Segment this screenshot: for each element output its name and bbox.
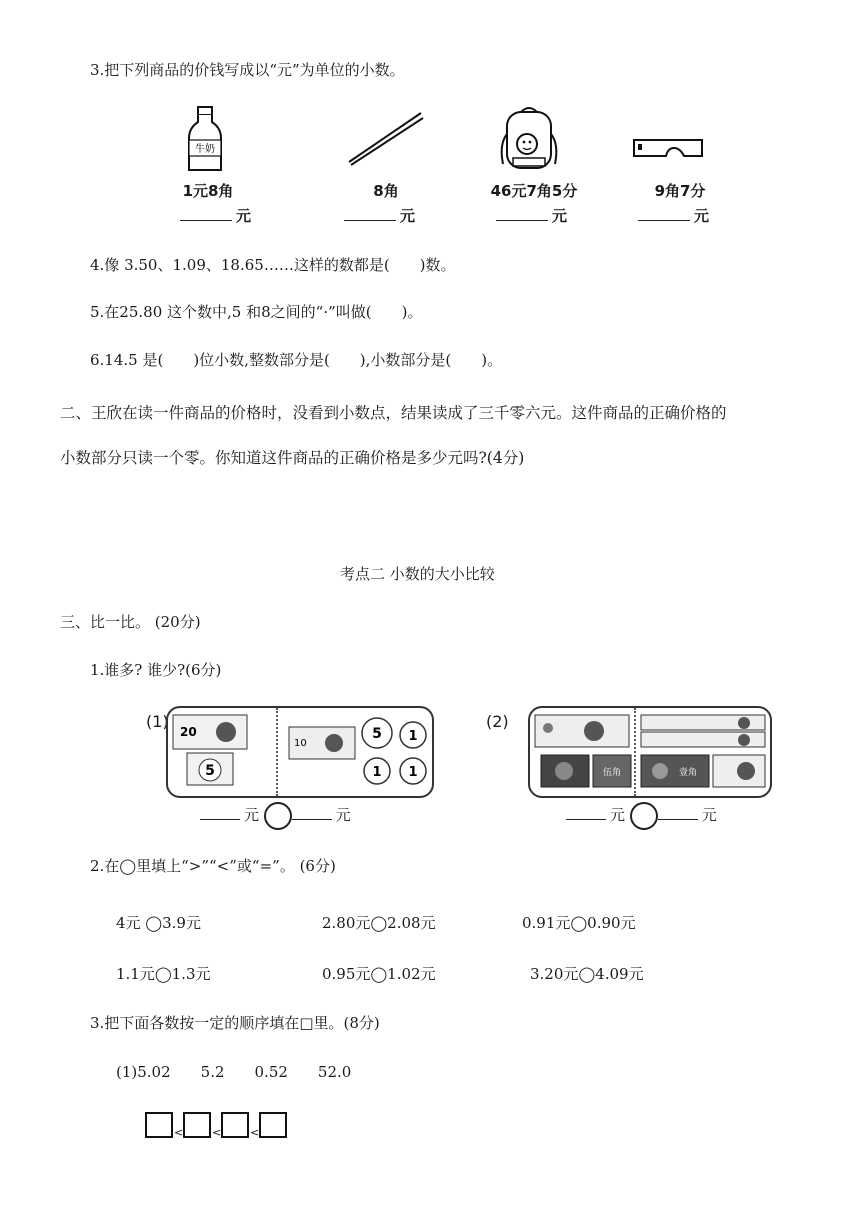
chopsticks-icon (345, 110, 425, 166)
coin-1-value: 1 (408, 729, 418, 744)
bottle-label: 牛奶 (195, 144, 215, 155)
s3-q3-title: 3.把下面各数按一定的顺序填在□里。(8分) (90, 1014, 380, 1032)
q5-text: 5.在25.80 这个数中,5 和8之间的“·”叫做( )。 (90, 303, 423, 321)
coin-icon (398, 720, 428, 750)
answer-box[interactable] (259, 1112, 287, 1138)
compare-circle[interactable] (264, 802, 292, 830)
coin-icon (362, 756, 392, 786)
answer-chopsticks[interactable]: 元 (344, 204, 415, 226)
price-backpack: 46元7角5分 (490, 182, 578, 200)
banknote-icon (534, 714, 630, 748)
compare-item[interactable]: 2.80元◯2.08元 (322, 914, 436, 932)
q3-title: 3.把下列商品的价钱写成以“元”为单位的小数。 (90, 61, 405, 79)
s3-q2-title: 2.在◯里填上“>”“<”或“=”。 (6分) (90, 857, 336, 875)
coin-icon (360, 716, 394, 750)
note-wujiao: 伍角 (602, 768, 622, 778)
coin-icon (398, 756, 428, 786)
banknote-10-icon (288, 726, 356, 760)
backpack-icon (497, 104, 561, 172)
answer-blank (180, 204, 232, 221)
note-yijiao: 壹角 (678, 768, 698, 778)
coin-5-value: 5 (372, 726, 382, 742)
less-than-sign: < (212, 1126, 222, 1139)
s3-q3-numbers: (1)5.02 5.2 0.52 52.0 (116, 1063, 352, 1081)
answer-blank (496, 204, 548, 221)
coin-1-value: 1 (372, 765, 382, 780)
answer-ruler[interactable]: 元 (638, 204, 709, 226)
section2-line2: 小数部分只读一个零。你知道这件商品的正确价格是多少元吗?(4分) (60, 449, 525, 467)
price-ruler: 9角7分 (654, 182, 706, 200)
panel-divider (634, 708, 636, 796)
banknote-icon (712, 754, 766, 788)
banknote-icon (640, 754, 710, 788)
answer-blank (344, 204, 396, 221)
q4-text: 4.像 3.50、1.09、18.65……这样的数都是( )数。 (90, 256, 456, 274)
section2-line1: 二、王欣在读一件商品的价格时，没看到小数点，结果读成了三千零六元。这件商品的正确价格的 (60, 404, 727, 422)
coin-1-value: 1 (408, 765, 418, 780)
answer-milk[interactable]: 元 (180, 204, 251, 226)
q6-text: 6.14.5 是( )位小数,整数部分是( ),小数部分是( )。 (90, 351, 503, 369)
answer-box[interactable] (183, 1112, 211, 1138)
panel2-label: (2) (486, 712, 509, 731)
price-chopsticks: 8角 (373, 182, 399, 200)
ruler-icon (632, 138, 704, 158)
section3-title: 三、比一比。 (20分) (60, 613, 201, 631)
compare-item[interactable]: 3.20元◯4.09元 (530, 965, 644, 983)
panel2-answer-row[interactable]: 元 元 (566, 802, 717, 830)
kaodian-heading: 考点二 小数的大小比较 (340, 565, 495, 583)
compare-circle[interactable] (630, 802, 658, 830)
price-milk: 1元8角 (182, 182, 234, 200)
note-10-value: 10 (294, 738, 307, 749)
note-5-value: 5 (205, 763, 215, 779)
compare-item[interactable]: 0.91元◯0.90元 (522, 914, 636, 932)
answer-box[interactable] (221, 1112, 249, 1138)
compare-item[interactable]: 0.95元◯1.02元 (322, 965, 436, 983)
banknote-icon (592, 754, 632, 788)
less-than-sign: < (250, 1126, 260, 1139)
s3-q1-title: 1.谁多? 谁少?(6分) (90, 661, 222, 679)
panel1-answer-row[interactable]: 元 元 (200, 802, 351, 830)
answer-backpack[interactable]: 元 (496, 204, 567, 226)
banknote-icon (640, 714, 766, 748)
answer-box[interactable] (145, 1112, 173, 1138)
panel1-label: (1) (146, 712, 169, 731)
less-than-sign: < (174, 1126, 184, 1139)
milk-bottle-icon (187, 106, 223, 172)
compare-item[interactable]: 1.1元◯1.3元 (116, 965, 211, 983)
panel-divider (276, 708, 278, 796)
compare-item[interactable]: 4元 ◯3.9元 (116, 914, 201, 932)
note-20-value: 20 (180, 725, 197, 739)
banknote-20-icon (172, 714, 248, 750)
banknote-5-icon (186, 752, 234, 786)
banknote-icon (540, 754, 590, 788)
answer-blank (638, 204, 690, 221)
